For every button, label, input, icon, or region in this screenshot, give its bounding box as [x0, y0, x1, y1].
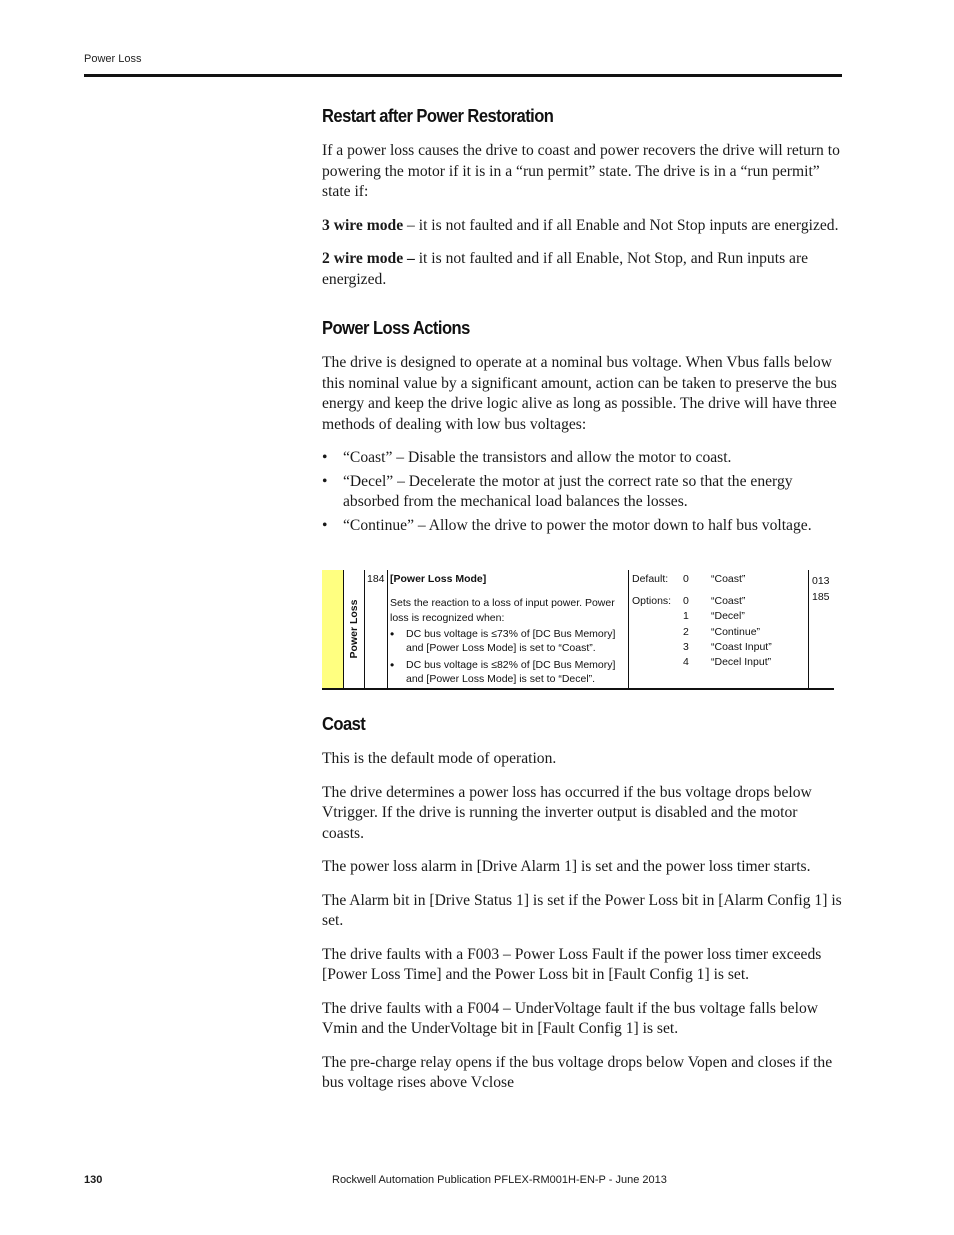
- default-label: Default:: [632, 573, 669, 585]
- coast-paragraph: This is the default mode of operation.: [322, 750, 557, 767]
- wire3-text: – it is not faulted and if all Enable and Not Stop inputs are energized.: [403, 216, 839, 234]
- wire2-text: it is not faulted and if all Enable, Not Stop, and Run inputs are energized.: [322, 250, 809, 288]
- power-loss-methods-list: [322, 448, 842, 536]
- coast-section: [322, 714, 842, 1107]
- option-value: “Coast”: [711, 595, 746, 607]
- coast-paragraph: The Alarm bit in [Drive Status 1] is set if the Power Loss bit in [Alarm Config 1] is set.: [322, 891, 842, 929]
- option-code: 3: [683, 641, 689, 653]
- list-item: [322, 516, 842, 537]
- header-rule: [84, 74, 842, 77]
- condition-item: [390, 658, 626, 686]
- restart-intro: If a power loss causes the drive to coast and power recovers the drive will return to powering the motor if it is in a “run permit” state. The drive is in a “run permit” state if:: [322, 142, 840, 200]
- default-code: 0: [683, 573, 689, 585]
- wire2-label: 2 wire mode –: [322, 250, 415, 267]
- list-item-text: “Coast” – Disable the transistors and allow the motor to coast.: [343, 449, 732, 466]
- coast-paragraph: The pre-charge relay opens if the bus voltage drops below Vopen and closes if the bus voltage rises above Vclose: [322, 1053, 833, 1091]
- options-label: Options:: [632, 595, 672, 607]
- coast-paragraph: The drive determines a power loss has occurred if the bus voltage drops below Vtrigger. If the drive is running the inverter output is disabled and the motor coasts.: [322, 783, 812, 842]
- parameter-number-cell: [364, 570, 388, 688]
- parameter-description: Sets the reaction to a loss of input power. Power loss is recognized when:: [390, 597, 615, 624]
- list-item: [322, 472, 842, 513]
- parameter-name: [Power Loss Mode]: [390, 573, 487, 585]
- wire2-paragraph: [322, 249, 842, 290]
- file-highlight-bar: [322, 570, 343, 688]
- wire3-paragraph: [322, 216, 842, 237]
- bullet-icon: •: [322, 449, 328, 466]
- list-item-text: “Continue” – Allow the drive to power the motor down to half bus voltage.: [343, 516, 812, 534]
- condition-item: [390, 627, 626, 655]
- related-parameters: [812, 573, 830, 605]
- parameter-description-cell: [388, 570, 629, 688]
- parameter-table: [322, 570, 834, 690]
- list-item: [322, 448, 842, 469]
- bullet-icon: •: [390, 658, 395, 672]
- condition-text: DC bus voltage is ≤82% of [DC Bus Memory] and [Power Loss Mode] is set to “Decel”.: [406, 659, 616, 685]
- coast-paragraph: The drive faults with a F003 – Power Loss Fault if the power loss timer exceeds [Power Loss Time] and the Power Loss bit in [Fault Config 1] is set.: [322, 945, 822, 983]
- option-code: 1: [683, 610, 689, 622]
- section-title-coast: Coast: [322, 714, 366, 734]
- option-code: 0: [683, 595, 689, 607]
- parameter-group-label: Power Loss: [348, 599, 360, 659]
- related-parameter: 185: [812, 591, 830, 603]
- section-title-restart: Restart after Power Restoration: [322, 106, 554, 126]
- wire3-label: 3 wire mode: [322, 216, 404, 234]
- power-loss-actions-intro: The drive is designed to operate at a nominal bus voltage. When Vbus falls below this nominal value by a significant amount, action can be taken to preserve the bus energy and keep the drive logic alive as long as possible. The drive will have three methods of dealing with low bus voltages:: [322, 354, 837, 433]
- parameter-values-cell: [629, 570, 809, 688]
- bullet-icon: •: [390, 627, 395, 641]
- option-value: “Decel”: [711, 610, 745, 622]
- default-value: “Coast”: [711, 573, 746, 585]
- parameter-number: 184: [367, 573, 385, 585]
- list-item-text: “Decel” – Decelerate the motor at just the correct rate so that the energy absorbed from the mechanical load balances the losses.: [343, 472, 793, 510]
- option-value: “Decel Input”: [711, 656, 772, 668]
- parameter-group-column: [343, 570, 365, 688]
- option-code: 4: [683, 656, 689, 668]
- coast-paragraph: The drive faults with a F004 – UnderVoltage fault if the bus voltage falls below Vmin and the UnderVoltage bit in [Fault Config 1] is set.: [322, 999, 818, 1037]
- option-value: “Continue”: [711, 626, 761, 638]
- option-code: 2: [683, 626, 689, 638]
- bullet-icon: •: [322, 516, 328, 534]
- condition-text: DC bus voltage is ≤73% of [DC Bus Memory] and [Power Loss Mode] is set to “Coast”.: [406, 628, 616, 654]
- coast-paragraph: The power loss alarm in [Drive Alarm 1] is set and the power loss timer starts.: [322, 858, 811, 875]
- bullet-icon: •: [322, 472, 328, 490]
- publication-footer: Rockwell Automation Publication PFLEX-RM001H-EN-P - June 2013: [332, 1174, 667, 1186]
- option-value: “Coast Input”: [711, 641, 772, 653]
- section-title-power-loss-actions: Power Loss Actions: [322, 318, 470, 338]
- related-parameter: 013: [812, 575, 830, 587]
- running-header: Power Loss: [84, 53, 142, 65]
- page-number: 130: [84, 1174, 103, 1186]
- main-content: [322, 106, 842, 539]
